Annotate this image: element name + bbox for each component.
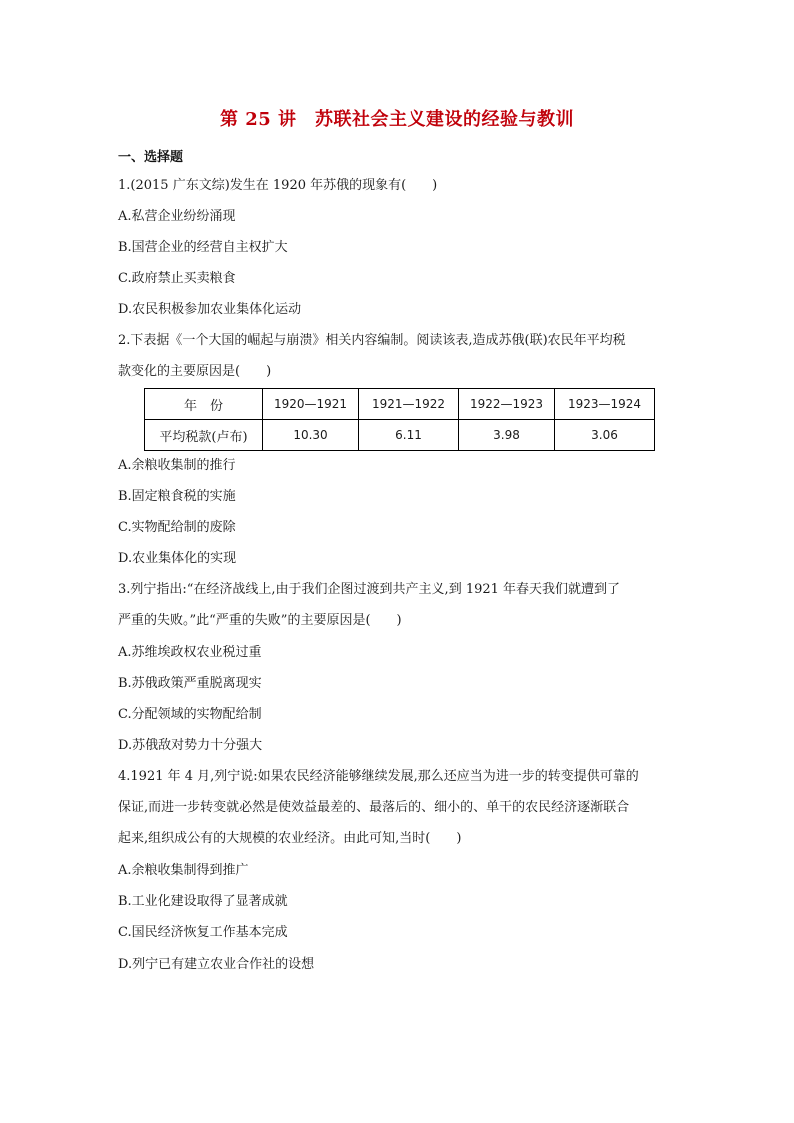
tax-table <box>144 388 655 451</box>
question-2-option-a: A.余粮收集制的推行 <box>118 458 236 473</box>
question-1-option-a: A.私营企业纷纷涌现 <box>118 209 236 224</box>
question-4-option-d: D.列宁已有建立农业合作社的设想 <box>118 957 315 972</box>
section-heading: 一、选择题 <box>118 150 184 165</box>
table-row-label: 平均税款(卢布) <box>145 420 263 451</box>
table-row <box>145 420 655 451</box>
table-header-cell: 1921—1922 <box>359 389 459 420</box>
table-header-cell: 1922—1923 <box>459 389 555 420</box>
question-3-option-d: D.苏俄敌对势力十分强大 <box>118 738 263 753</box>
question-1-option-d: D.农民积极参加农业集体化运动 <box>118 302 302 317</box>
question-3-option-c: C.分配领域的实物配给制 <box>118 707 262 722</box>
question-4-stem-line-3: 起来,组织成公有的大规模的农业经济。由此可知,当时( ) <box>118 831 462 846</box>
table-cell: 10.30 <box>263 420 359 451</box>
question-4-option-a: A.余粮收集制得到推广 <box>118 863 249 878</box>
question-2-option-d: D.农业集体化的实现 <box>118 551 237 566</box>
table-header-cell: 年 份 <box>145 389 263 420</box>
question-1-stem: 1.(2015 广东文综)发生在 1920 年苏俄的现象有( ) <box>118 178 438 193</box>
question-2-stem-line-1: 2.下表据《一个大国的崛起与崩溃》相关内容编制。阅读该表,造成苏俄(联)农民年平均税 <box>118 333 626 348</box>
table-header-row <box>145 389 655 420</box>
question-1-option-c: C.政府禁止买卖粮食 <box>118 271 236 286</box>
question-4-option-c: C.国民经济恢复工作基本完成 <box>118 925 288 940</box>
question-1-option-b: B.国营企业的经营自主权扩大 <box>118 240 288 255</box>
question-2-stem-line-2: 款变化的主要原因是( ) <box>118 364 272 379</box>
question-4-stem-line-2: 保证,而进一步转变就必然是使效益最差的、最落后的、细小的、单干的农民经济逐渐联合 <box>118 800 630 815</box>
question-4-stem-line-1: 4.1921 年 4 月,列宁说:如果农民经济能够继续发展,那么还应当为进一步的转变提供可靠的 <box>118 769 639 784</box>
question-2-option-c: C.实物配给制的废除 <box>118 520 236 535</box>
table-header-cell: 1920—1921 <box>263 389 359 420</box>
table-cell: 3.98 <box>459 420 555 451</box>
question-3-stem-line-2: 严重的失败。”此“严重的失败”的主要原因是( ) <box>118 613 402 628</box>
table-header-cell: 1923—1924 <box>555 389 655 420</box>
page-title: 第 25 讲 苏联社会主义建设的经验与教训 <box>219 109 575 130</box>
question-4-option-b: B.工业化建设取得了显著成就 <box>118 894 288 909</box>
question-3-option-b: B.苏俄政策严重脱离现实 <box>118 676 262 691</box>
question-3-option-a: A.苏维埃政权农业税过重 <box>118 645 262 660</box>
table-cell: 6.11 <box>359 420 459 451</box>
question-3-stem-line-1: 3.列宁指出:“在经济战线上,由于我们企图过渡到共产主义,到 1921 年春天我们就遭到了 <box>118 582 621 597</box>
question-2-option-b: B.固定粮食税的实施 <box>118 489 236 504</box>
table-cell: 3.06 <box>555 420 655 451</box>
